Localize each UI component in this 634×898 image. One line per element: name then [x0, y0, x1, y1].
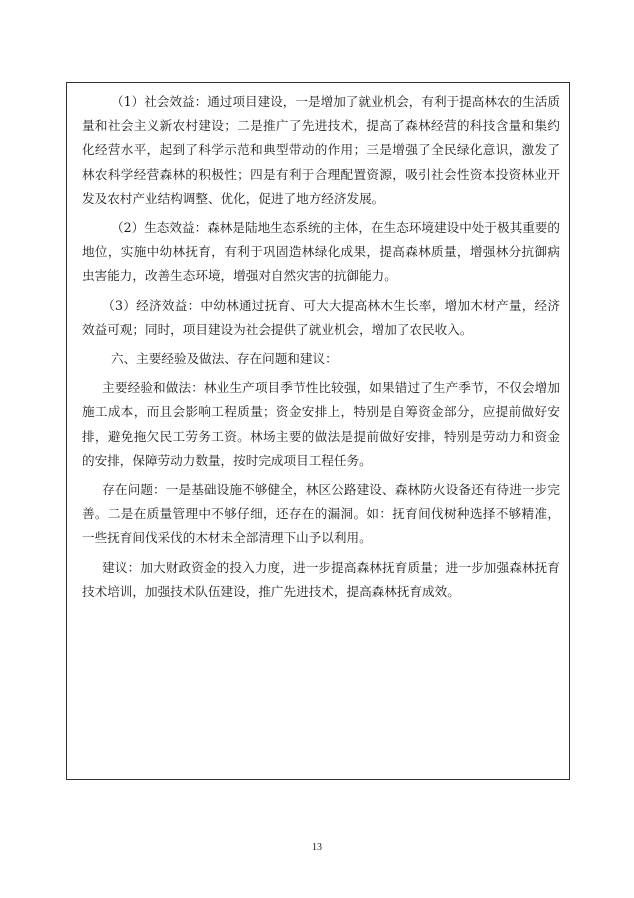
- economic-benefit-paragraph: （3）经济效益：中幼林通过抚育、可大大提高林木生长率，增加木材产量，经济效益可观；同时，项目建设为社会提供了就业机会，增加了农民收入。: [82, 297, 560, 337]
- ecological-benefit-paragraph: （2）生态效益：森林是陆地生态系统的主体，在生态环境建设中处于极其重要的地位，实施中幼林抚育，有利于巩固造林绿化成果，提高森林质量，增强林分抗御病虫害能力，改善生态环境，增强对自然灾害的抗御能力。: [82, 220, 560, 284]
- section-six-heading: 六、主要经验及做法、存在问题和建议：: [110, 351, 338, 367]
- document-body: [82, 90, 560, 604]
- page-number: 13: [312, 842, 322, 853]
- social-benefit-paragraph: （1）社会效益：通过项目建设，一是增加了就业机会，有利于提高林农的生活质量和社会主义新农村建设；二是推广了先进技术，提高了森林经营的科技含量和集约化经营水平，起到了科学示范和典型带动的作用；三是增强了全民绿化意识，激发了林农科学经营森林的积极性；四是有利于合理配置资源，吸引社会性资本投资林业开发及农村产业结构调整、优化，促进了地方经济发展。: [82, 94, 560, 206]
- suggestions-paragraph: 建议：加大财政资金的投入力度，进一步提高森林抚育质量；进一步加强森林抚育技术培训，加强技术队伍建设，推广先进技术，提高森林抚育成效。: [82, 559, 560, 599]
- problems-paragraph: 存在问题：一是基础设施不够健全，林区公路建设、森林防火设备还有待进一步完善。二是在质量管理中不够仔细，还存在的漏洞。如：抚育间伐树种选择不够精准，一些抚育间伐采伐的木材未全部清理下山予以利用。: [82, 482, 560, 546]
- experience-paragraph: 主要经验和做法：林业生产项目季节性比较强，如果错过了生产季节，不仅会增加施工成本，而且会影响工程质量；资金安排上，特别是自筹资金部分，应提前做好安排，避免拖欠民工劳务工资。林场主要的做法是提前做好安排，特别是劳动力和资金的安排，保障劳动力数量，按时完成项目工程任务。: [82, 380, 560, 468]
